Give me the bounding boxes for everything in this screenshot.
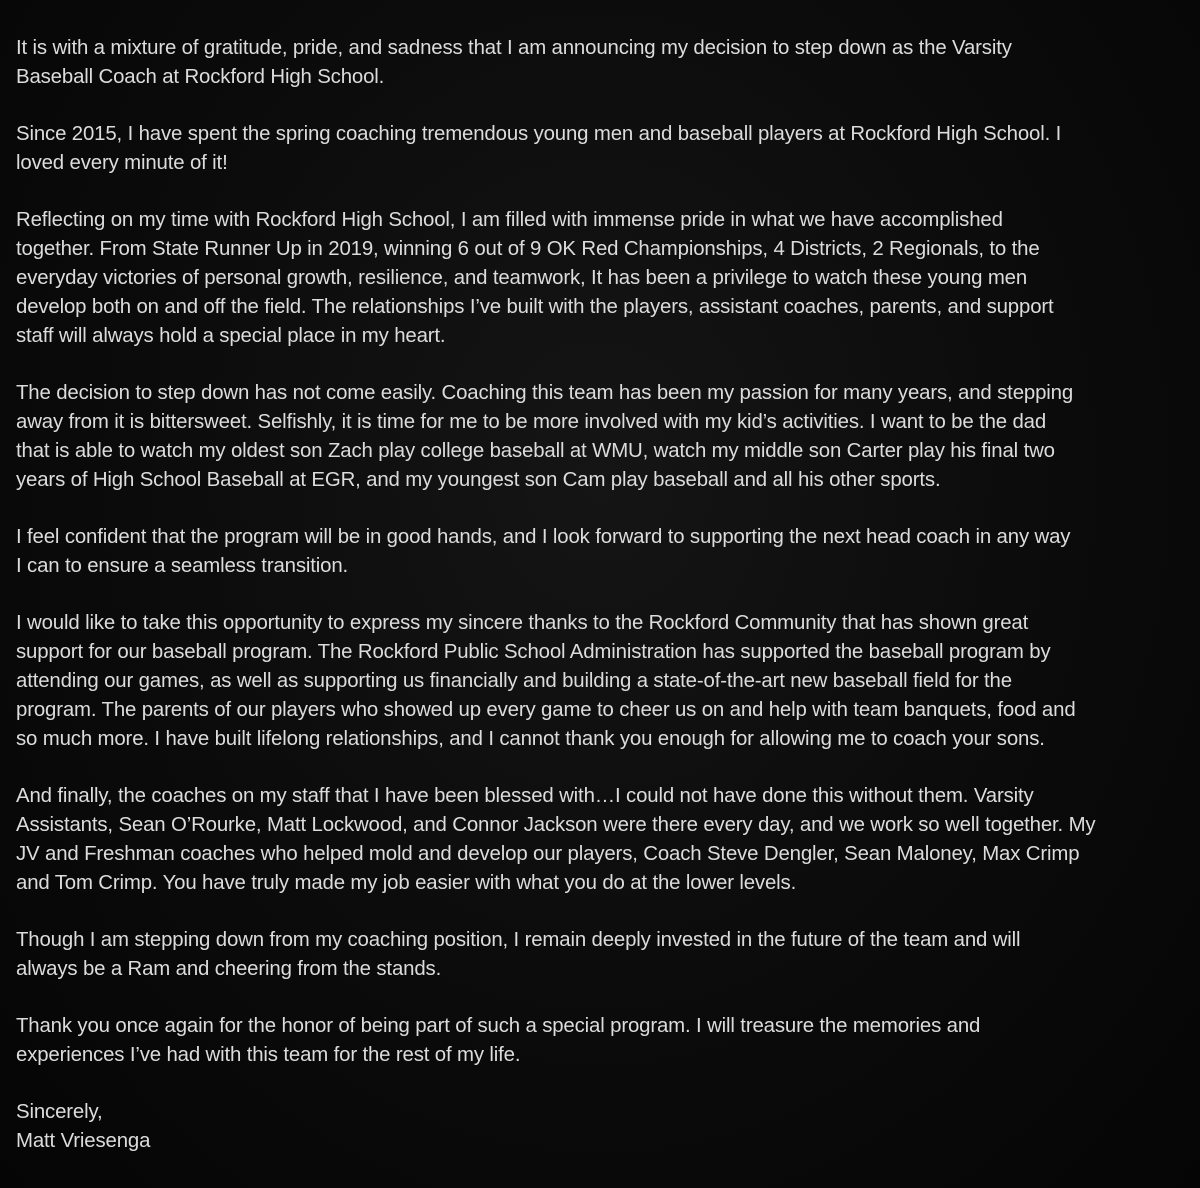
text-line: support for our baseball program. The Rockford Public School Administration has supported the baseball program by	[16, 641, 1051, 663]
text-line: experiences I’ve had with this team for the rest of my life.	[16, 1044, 521, 1066]
text-line: together. From State Runner Up in 2019, winning 6 out of 9 OK Red Championships, 4 Districts, 2 Regionals, to the	[16, 238, 1040, 260]
paragraph	[16, 120, 1192, 178]
text-line: I would like to take this opportunity to express my sincere thanks to the Rockford Community that has shown great	[16, 612, 1029, 634]
letter-body	[16, 34, 1192, 1156]
paragraph	[16, 782, 1192, 898]
text-line: away from it is bittersweet. Selfishly, it is time for me to be more involved with my kid’s activities. I want to be the dad	[16, 411, 1047, 433]
text-line: staff will always hold a special place in my heart.	[16, 325, 446, 347]
text-line: program. The parents of our players who showed up every game to cheer us on and help with team banquets, food and	[16, 699, 1076, 721]
paragraph	[16, 1012, 1192, 1070]
closing-block	[16, 1098, 1192, 1156]
text-line: Baseball Coach at Rockford High School.	[16, 66, 385, 88]
text-line: The decision to step down has not come easily. Coaching this team has been my passion for many years, and stepping	[16, 382, 1074, 404]
paragraph	[16, 379, 1192, 495]
signature-name: Matt Vriesenga	[16, 1130, 151, 1152]
text-line: so much more. I have built lifelong relationships, and I cannot thank you enough for allowing me to coach your sons.	[16, 728, 1045, 750]
text-line: JV and Freshman coaches who helped mold and develop our players, Coach Steve Dengler, Sean Maloney, Max Crimp	[16, 843, 1080, 865]
paragraph	[16, 926, 1192, 984]
text-line: Though I am stepping down from my coaching position, I remain deeply invested in the future of the team and will	[16, 929, 1021, 951]
paragraph	[16, 206, 1192, 351]
text-line: Reflecting on my time with Rockford High School, I am filled with immense pride in what we have accomplished	[16, 209, 1003, 231]
text-line: develop both on and off the field. The relationships I’ve built with the players, assistant coaches, parents, and support	[16, 296, 1054, 318]
text-line: Since 2015, I have spent the spring coaching tremendous young men and baseball players at Rockford High School. I	[16, 123, 1062, 145]
text-line: I feel confident that the program will be in good hands, and I look forward to supporting the next head coach in any way	[16, 526, 1071, 548]
text-line: It is with a mixture of gratitude, pride, and sadness that I am announcing my decision to step down as the Varsity	[16, 37, 1012, 59]
text-line: And finally, the coaches on my staff that I have been blessed with…I could not have done this without them. Varsity	[16, 785, 1034, 807]
text-line: that is able to watch my oldest son Zach play college baseball at WMU, watch my middle son Carter play his final two	[16, 440, 1055, 462]
text-line: Assistants, Sean O’Rourke, Matt Lockwood, and Connor Jackson were there every day, and we work so well together. My	[16, 814, 1096, 836]
text-line: Thank you once again for the honor of being part of such a special program. I will treasure the memories and	[16, 1015, 981, 1037]
text-line: years of High School Baseball at EGR, and my youngest son Cam play baseball and all his other sports.	[16, 469, 941, 491]
paragraph	[16, 609, 1192, 754]
paragraph	[16, 34, 1192, 92]
text-line: I can to ensure a seamless transition.	[16, 555, 349, 577]
text-line: and Tom Crimp. You have truly made my job easier with what you do at the lower levels.	[16, 872, 797, 894]
paragraph	[16, 523, 1192, 581]
text-line: loved every minute of it!	[16, 152, 228, 174]
text-line: attending our games, as well as supporting us financially and building a state-of-the-art new baseball field for the	[16, 670, 1012, 692]
closing-salutation: Sincerely,	[16, 1101, 103, 1123]
text-line: always be a Ram and cheering from the stands.	[16, 958, 442, 980]
text-line: everyday victories of personal growth, resilience, and teamwork, It has been a privilege to watch these young men	[16, 267, 1028, 289]
